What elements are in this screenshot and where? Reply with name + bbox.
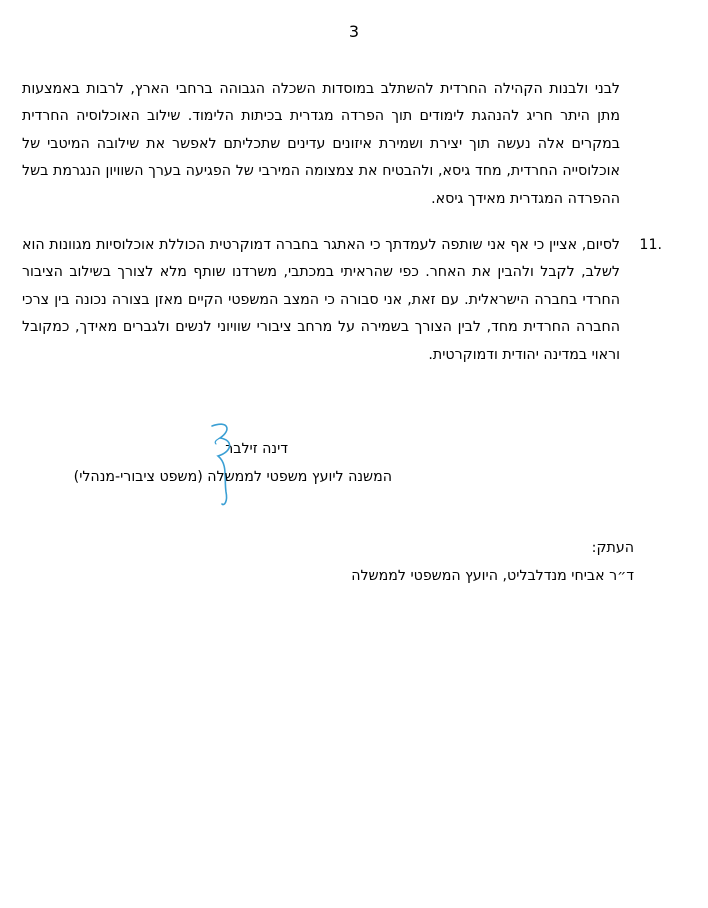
cc-recipient: ד״ר אביחי מנדלבליט, היועץ המשפטי לממשלה: [351, 568, 634, 584]
signatory-title: המשנה ליועץ משפטי לממשלה (משפט ציבורי-מנהלי): [73, 469, 392, 485]
signatory-name: דינה זילבר: [225, 441, 288, 457]
handwritten-signature: [198, 418, 258, 508]
item-number: 11.: [639, 237, 662, 253]
paragraph-item-11: לסיום, אציין כי אף אני שותפה לעמדתך כי האתגר בחברה דמוקרטית הכוללת אוכלוסיות מגוונות הוא לשלב, לקבל ולהבין את האחר. כפי שהראיתי במכתבי, משרדנו שותף מלא לצורך בשילוב הציבור החרדי בחברה הישראלית. עם זאת, אני סבורה כי המצב המשפטי הקיים מאזן בצורה נכונה בין צרכי החברה החרדית מחד, לבין הצורך בשמירה על מרחב ציבורי שוויוני לנשים ולגברים מאידך, כמקובל וראוי במדינה יהודית ודמוקרטית.: [22, 237, 620, 363]
paragraph-continuation: לבני ולבנות הקהילה החרדית להשתלב במוסדות השכלה הגבוהה ברחבי הארץ, לרבות באמצעות מתן היתר חריג להנהגת לימודים תוך הפרדה מגדרית בכיתות הלימוד. שילוב האוכלוסיה החרדית במקרים אלה נעשה תוך יצירת ושמירת איזונים עדינים שתכליתם לאפשר את שילובה המיטבי של אוכלוסייה החרדית, מחד גיסא, ולהבטיח את צמצומה המירבי של הפגיעה בערך השוויון הנגרמת בשל ההפרדה המגדרית מאידך גיסא.: [22, 81, 620, 207]
page-number: 3: [348, 22, 360, 41]
cc-label: העתק:: [591, 540, 634, 556]
